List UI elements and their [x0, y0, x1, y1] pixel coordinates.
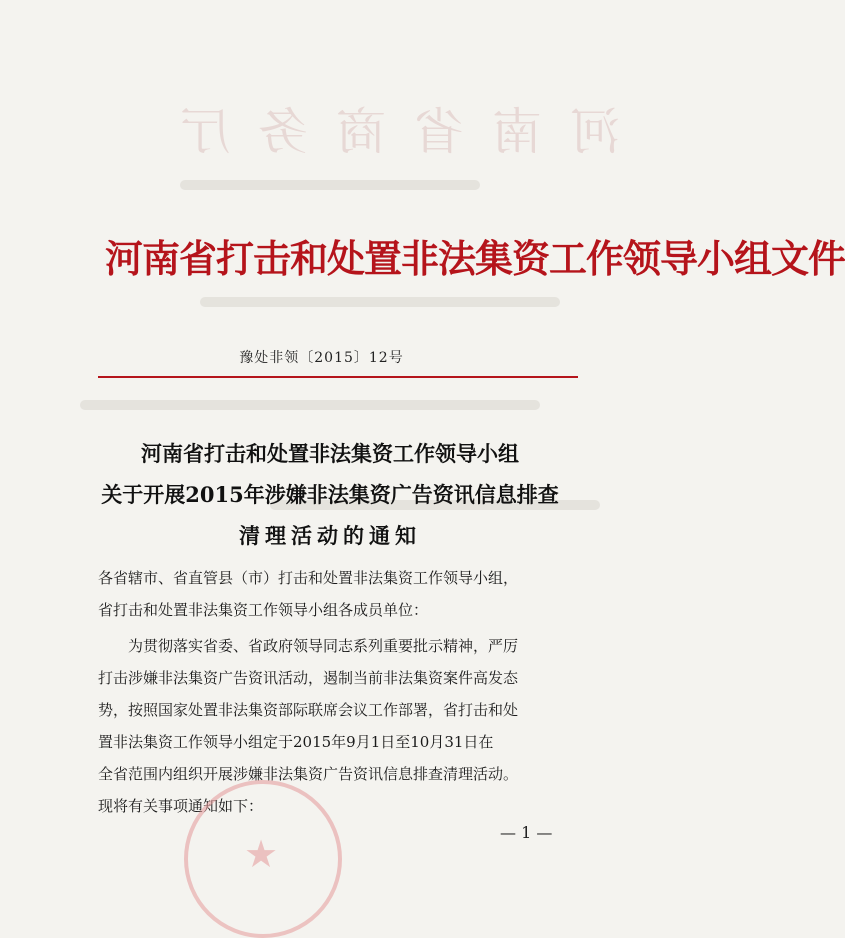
official-seal-partial — [184, 780, 342, 938]
body-line: 全省范围内组织开展涉嫌非法集资广告资讯信息排查清理活动。 — [98, 765, 519, 783]
body-line: 为贯彻落实省委、省政府领导同志系列重要批示精神，严厉 — [128, 637, 519, 655]
notice-title-line-3: 清理活动的通知 — [239, 523, 421, 548]
body-paragraph — [98, 630, 610, 822]
notice-title-line-2: 关于开展2015年涉嫌非法集资广告资讯信息排查 — [101, 482, 559, 507]
body-line: 现将有关事项通知如下： — [98, 797, 264, 815]
document-number: 豫处非领〔2015〕12号 — [239, 350, 404, 366]
body-line: 打击涉嫌非法集资广告资讯活动，遏制当前非法集资案件高发态 — [98, 669, 519, 687]
notice-title-line-1: 河南省打击和处置非法集资工作领导小组 — [141, 441, 519, 466]
header-title: 河南省打击和处置非法集资工作领导小组文件 — [105, 236, 845, 281]
seal-star-icon: ★ — [244, 832, 279, 876]
body-line: 势，按照国家处置非法集资部际联席会议工作部署，省打击和处 — [98, 701, 519, 719]
bleed-through-line — [180, 180, 480, 190]
bleed-through-line — [200, 297, 560, 307]
header-divider — [98, 376, 578, 378]
bleed-through-decoration: 河南省商务厅 — [152, 103, 620, 161]
bleed-through-line — [80, 400, 540, 410]
body-line: 置非法集资工作领导小组定于2015年9月1日至10月31日在 — [98, 733, 494, 751]
addressee-line-2: 省打击和处置非法集资工作领导小组各成员单位： — [98, 601, 429, 619]
page-number: — 1 — — [500, 823, 553, 842]
addressee-line-1: 各省辖市、省直管县（市）打击和处置非法集资工作领导小组， — [98, 569, 519, 587]
